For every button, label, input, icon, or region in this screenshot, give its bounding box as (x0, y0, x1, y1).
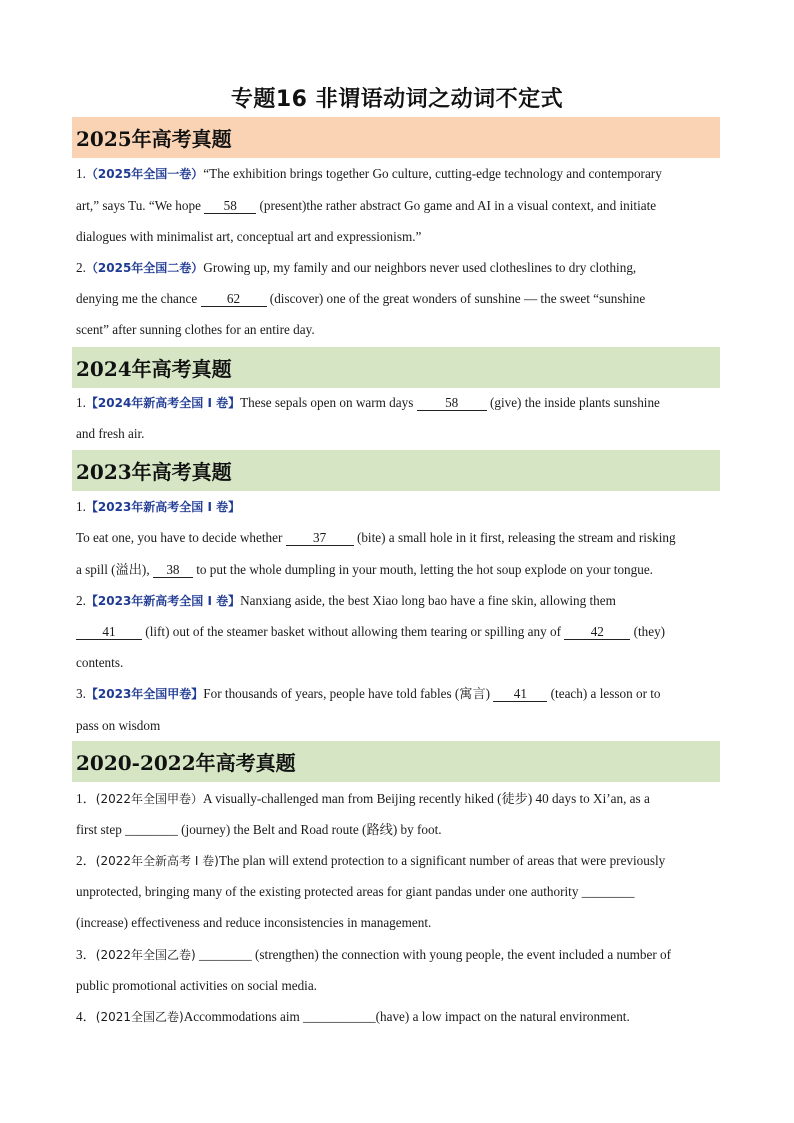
question-text: Accommodations aim (183, 1009, 304, 1024)
answer-blank[interactable]: 62 (201, 292, 267, 307)
answer-blank[interactable]: 37 (286, 531, 354, 546)
question-2022-1-line-2 (76, 822, 724, 838)
answer-blank[interactable]: 41 (493, 687, 547, 702)
question-2023-1-line-3 (76, 562, 724, 578)
question-text: denying me the chance (76, 291, 201, 306)
question-2023-1-line-2 (76, 530, 724, 546)
question-text: a spill (溢出), (76, 562, 153, 577)
question-text: (journey) the Belt and Road route (路线) by foot. (177, 822, 442, 837)
question-source: （2025年全国一卷） (85, 167, 204, 181)
question-source: (2022年全国甲卷） (95, 792, 204, 806)
question-2025-1-line-3: dialogues with minimalist art, conceptual art and expressionism.” (76, 229, 422, 244)
question-2025-2-line-1 (76, 260, 724, 276)
question-text: (give) the inside plants sunshine (486, 395, 660, 410)
question-2024-1-line-2: and fresh air. (76, 426, 145, 441)
question-text: (teach) a lesson or to (547, 686, 661, 701)
question-2022-3-line-1 (76, 947, 724, 963)
answer-blank[interactable]: ________ (198, 947, 252, 962)
question-2025-1-line-2 (76, 198, 724, 214)
question-text: unprotected, bringing many of the existing protected areas for giant pandas under one authority (76, 884, 582, 899)
question-text: (discover) one of the great wonders of sunshine — the sweet “sunshine (266, 291, 646, 306)
question-text: (lift) out of the steamer basket without allowing them tearing or spilling any of (142, 624, 565, 639)
question-number: 3. (76, 686, 86, 701)
question-number: 1． (76, 791, 96, 806)
question-2022-3-line-2: public promotional activities on social media. (76, 978, 317, 993)
question-2024-1-line-1 (76, 395, 724, 411)
question-text: To eat one, you have to decide whether (76, 530, 286, 545)
question-source: （2025年全国二卷） (85, 261, 204, 275)
section-header-2024: 2024年高考真题 (72, 347, 720, 388)
question-source: 【2023年新高考全国 I 卷】 (85, 500, 241, 514)
question-source: (2022年全国乙卷) (95, 948, 196, 962)
question-text: (bite) a small hole in it first, releasing the stream and risking (353, 530, 676, 545)
question-number: 2. (76, 593, 86, 608)
answer-blank[interactable]: ________ (581, 884, 635, 899)
section-header-2023: 2023年高考真题 (72, 450, 720, 491)
question-source: 【2023年全国甲卷】 (85, 687, 204, 701)
question-2023-2-line-3: contents. (76, 655, 124, 670)
question-text: to put the whole dumpling in your mouth, letting the hot soup explode on your tongue. (192, 562, 653, 577)
question-source: 【2024年新高考全国 I 卷】 (85, 396, 241, 410)
section-header-2025: 2025年高考真题 (72, 117, 720, 158)
question-text: For thousands of years, people have told fables (寓言) (203, 686, 494, 701)
answer-blank[interactable]: 42 (564, 625, 630, 640)
question-number: 2． (76, 853, 96, 868)
question-text: A visually-challenged man from Beijing recently hiked (徒步) 40 days to Xi’an, as a (203, 791, 650, 806)
question-number: 4． (76, 1009, 96, 1024)
section-header-2020-2022: 2020-2022年高考真题 (72, 741, 720, 782)
question-2022-2-line-2 (76, 884, 724, 900)
question-number: 1. (76, 499, 86, 514)
question-text: Growing up, my family and our neighbors never used clotheslines to dry clothing, (203, 260, 637, 275)
question-text: (they) (630, 624, 666, 639)
question-text: art,” says Tu. “We hope (76, 198, 205, 213)
question-text: first step (76, 822, 126, 837)
question-text: These sepals open on warm days (240, 395, 417, 410)
answer-blank[interactable]: 41 (76, 625, 142, 640)
question-text: (present)the rather abstract Go game and AI in a visual context, and initiate (256, 198, 657, 213)
page-title: 专题16 非谓语动词之动词不定式 (230, 87, 564, 112)
question-2023-1-line-1 (76, 499, 724, 515)
question-source: (2022年全新高考 I 卷) (95, 854, 219, 868)
question-2022-1-line-1 (76, 791, 724, 807)
question-2023-2-line-1 (76, 593, 724, 609)
question-number: 1. (76, 395, 86, 410)
question-2023-3-line-2: pass on wisdom (76, 718, 161, 733)
question-number: 3． (76, 947, 96, 962)
question-text: (have) a low impact on the natural environment. (375, 1009, 630, 1024)
question-2023-2-line-2 (76, 624, 724, 640)
question-number: 1. (76, 166, 86, 181)
answer-blank[interactable]: 58 (417, 396, 487, 411)
question-2025-1-line-1 (76, 166, 724, 182)
answer-blank[interactable]: 38 (153, 563, 193, 578)
question-source: (2021全国乙卷) (95, 1010, 184, 1024)
question-number: 2. (76, 260, 86, 275)
question-2023-3-line-1 (76, 686, 724, 702)
question-2022-2-line-1 (76, 853, 724, 869)
question-2022-2-line-3: (increase) effectiveness and reduce inconsistencies in management. (76, 915, 432, 930)
question-text: (strengthen) the connection with young people, the event included a number of (251, 947, 672, 962)
question-2025-2-line-2 (76, 291, 724, 307)
question-2021-4-line-1 (76, 1009, 724, 1025)
answer-blank[interactable]: 58 (204, 199, 256, 214)
question-source: 【2023年新高考全国 I 卷】 (85, 594, 241, 608)
question-2025-2-line-3: scent” after sunning clothes for an entire day. (76, 322, 315, 337)
answer-blank[interactable]: ___________ (303, 1009, 376, 1024)
question-text: The plan will extend protection to a significant number of areas that were previously (218, 853, 666, 868)
question-text: Nanxiang aside, the best Xiao long bao have a fine skin, allowing them (240, 593, 616, 608)
question-text: “The exhibition brings together Go culture, cutting-edge technology and contemporary (203, 166, 662, 181)
answer-blank[interactable]: ________ (125, 822, 178, 837)
